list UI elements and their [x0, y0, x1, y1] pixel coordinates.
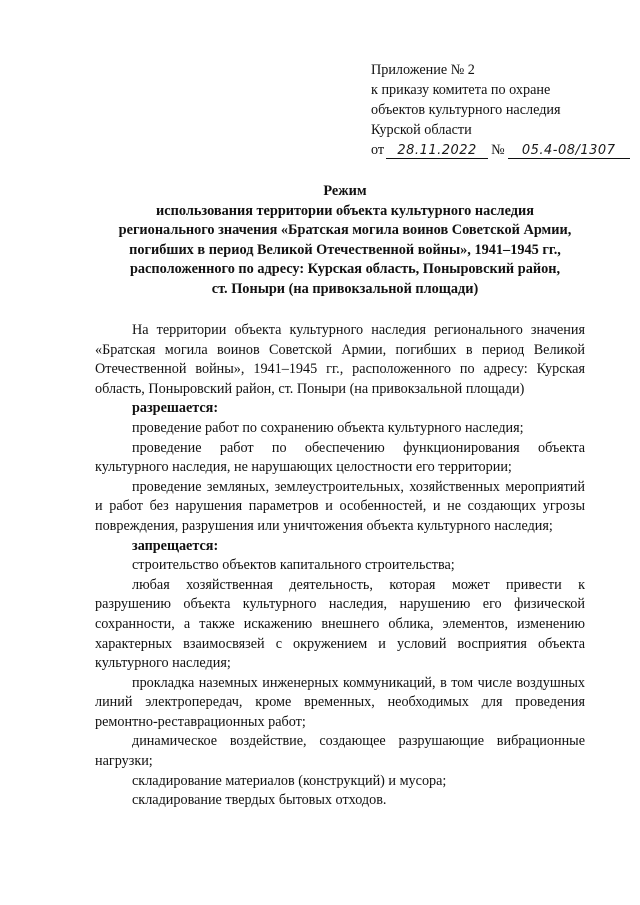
forbidden-item: динамическое воздействие, создающее разрушающие вибрационные нагрузки; — [95, 733, 585, 770]
title-line: погибших в период Великой Отечественной войны», 1941–1945 гг., — [129, 241, 561, 258]
title-line: расположенного по адресу: Курская область, Поныровский район, — [129, 261, 561, 277]
title-line: использования территории объекта культурного наследия — [156, 202, 534, 219]
document-title — [90, 182, 600, 299]
forbidden-item: складирование твердых бытовых отходов. — [132, 792, 387, 809]
order-date-handwritten: 28.11.2022 — [386, 143, 488, 159]
title-line: Режим — [323, 183, 367, 199]
forbidden-item: прокладка наземных инженерных коммуникаций, в том числе воздушных линий электропередач, кроме временных, необходимых для проведения ремонтно-реставрационных работ; — [95, 674, 585, 730]
appendix-region: Курской области — [371, 122, 472, 138]
order-number-sign: № — [491, 142, 505, 158]
allowed-item: проведение земляных, землеустроительных, хозяйственных мероприятий и работ без нарушения параметров и особенностей, и не создающих угрозы повреждения, разрушения или уничтожения объекта культурного наследия; — [95, 478, 585, 534]
order-prefix: от — [371, 142, 385, 158]
forbidden-heading: запрещается: — [132, 537, 219, 554]
allowed-item: проведение работ по обеспечению функционирования объекта культурного наследия, не нарушающих целостности его территории; — [95, 439, 585, 476]
appendix-committee: объектов культурного наследия — [371, 102, 561, 118]
forbidden-item: любая хозяйственная деятельность, которая может привести к разрушению объекта культурного наследия, нарушению его физической сохранности, а также искажению внешнего облика, элементов, изменению характерных взаимосвязей с окружением и условий восприятия объекта культурного наследия; — [95, 576, 585, 672]
document-body — [95, 321, 585, 811]
intro-paragraph: На территории объекта культурного наследия регионального значения «Братская могила воинов Советской Армии, погибших в период Великой Отечественной войны», 1941–1945 гг., расположенного по адресу: Курская область, Поныровский район, ст. Поныри (на привокзальной площади) — [95, 322, 585, 397]
order-date-number — [371, 140, 636, 160]
allowed-item: проведение работ по сохранению объекта культурного наследия; — [132, 419, 524, 436]
order-number-handwritten: 05.4-08/1307 — [508, 143, 630, 159]
appendix-number: Приложение № 2 — [371, 62, 475, 78]
title-line: регионального значения «Братская могила воинов Советской Армии, — [118, 222, 572, 238]
appendix-block — [371, 60, 636, 160]
forbidden-item: складирование материалов (конструкций) и мусора; — [132, 772, 447, 789]
appendix-order-ref: к приказу комитета по охране — [371, 82, 551, 98]
title-line: ст. Поныри (на привокзальной площади) — [211, 280, 479, 297]
allowed-heading: разрешается: — [132, 400, 219, 417]
forbidden-item: строительство объектов капитального строительства; — [132, 557, 455, 574]
